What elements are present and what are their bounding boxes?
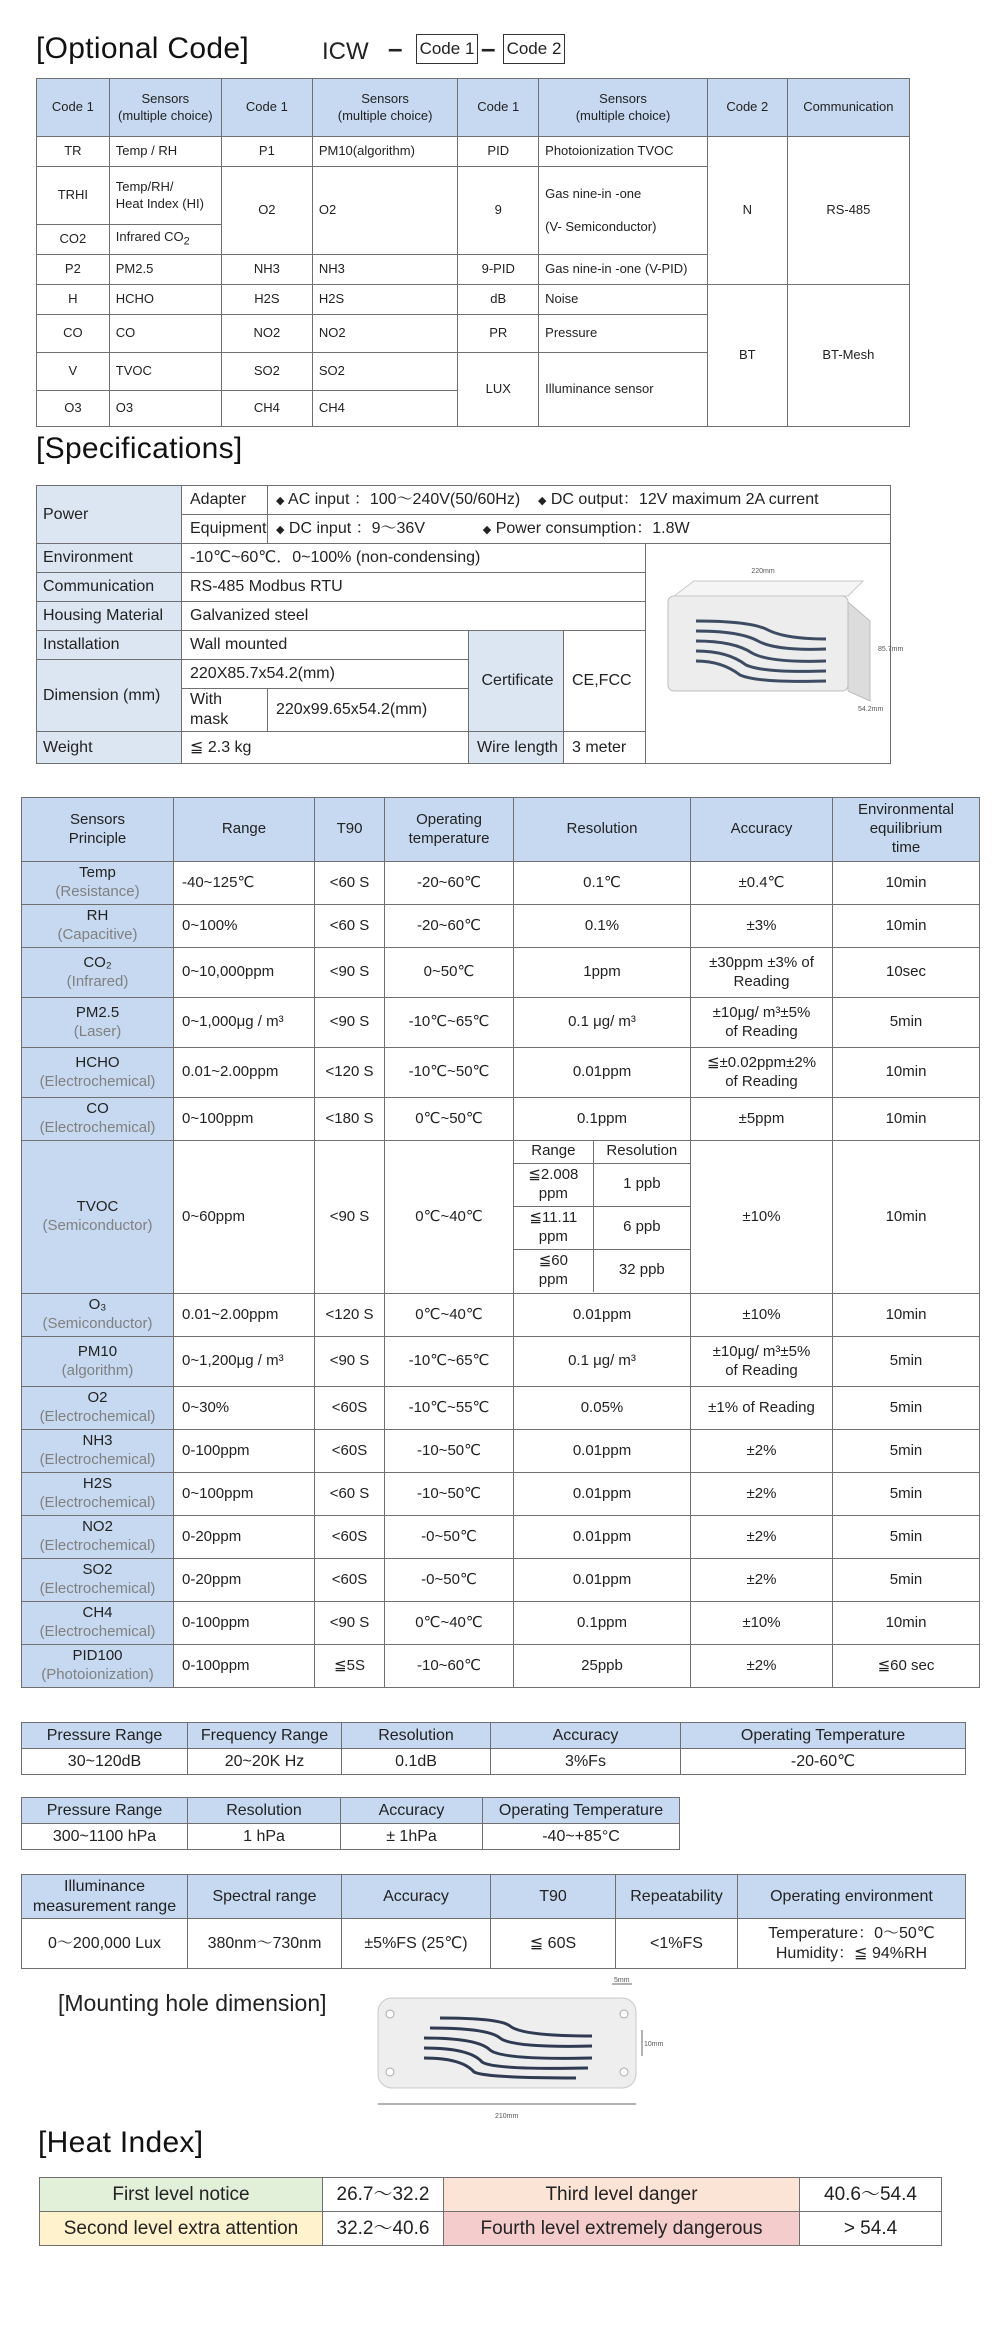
device-dim-depth: 54.2mm — [858, 705, 884, 713]
code2-box: Code 2 — [503, 34, 565, 64]
hdr-code1-c: Code 1 — [458, 79, 539, 137]
optemp-cell: 0~50℃ — [385, 948, 514, 998]
sensor-cell: CO — [109, 315, 221, 353]
dimension-value: 220X85.7x54.2(mm) — [182, 660, 469, 689]
illuminance-table — [21, 1874, 966, 1969]
pressure-value: 300~1100 hPa — [22, 1824, 188, 1850]
table-row — [22, 1098, 980, 1141]
code-cell: H — [37, 285, 110, 315]
t90-cell: <120 S — [315, 1294, 385, 1337]
sensor-name-cell: TVOC (Semiconductor) — [22, 1141, 174, 1294]
time-cell: 5min — [833, 1337, 980, 1387]
heat-index-title: [Heat Index] — [38, 2126, 204, 2159]
sensor-name-cell: H2S (Electrochemical) — [22, 1473, 174, 1516]
sub-range-cell: ≦60 ppm — [514, 1249, 593, 1292]
noise-value: 30~120dB — [22, 1749, 188, 1775]
mount-dim-bottom: 210mm — [495, 2113, 519, 2120]
code-cell: P2 — [37, 255, 110, 285]
pressure-hdr: Resolution — [188, 1798, 341, 1824]
first-level-notice-label: First level notice — [40, 2178, 323, 2212]
optemp-cell: -10~50℃ — [385, 1473, 514, 1516]
optemp-cell: 0℃~40℃ — [385, 1602, 514, 1645]
lux-hdr: Repeatability — [616, 1875, 738, 1919]
equipment-label: Equipment — [182, 515, 268, 544]
sensor-spec-table — [21, 797, 980, 1688]
resolution-cell: 0.1% — [514, 905, 691, 948]
pressure-value: 1 hPa — [188, 1824, 341, 1850]
sensor-name-cell: O₃ (Semiconductor) — [22, 1294, 174, 1337]
optional-code-title: [Optional Code] — [36, 32, 249, 65]
table-row — [22, 1430, 980, 1473]
table-row — [22, 1387, 980, 1430]
table-row — [22, 905, 980, 948]
table-row — [40, 2212, 942, 2246]
lux-value: ±5%FS (25℃) — [342, 1919, 491, 1969]
noise-table — [21, 1722, 966, 1775]
power-label: Power — [37, 486, 182, 544]
noise-value: 20~20K Hz — [188, 1749, 342, 1775]
time-cell: 5min — [833, 1387, 980, 1430]
code-cell: 9-PID — [458, 255, 539, 285]
table-row — [37, 285, 910, 315]
range-cell: 0~10,000ppm — [174, 948, 315, 998]
optemp-cell: -0~50℃ — [385, 1559, 514, 1602]
code-cell: V — [37, 353, 110, 391]
sensor-name-cell: NO2 (Electrochemical) — [22, 1516, 174, 1559]
optemp-cell: 0℃~50℃ — [385, 1098, 514, 1141]
hdr-resolution: Resolution — [514, 798, 691, 862]
sensor-cell: PM2.5 — [109, 255, 221, 285]
range-cell: 0~30% — [174, 1387, 315, 1430]
hdr-code1-a: Code 1 — [37, 79, 110, 137]
sensor-cell: NH3 — [312, 255, 458, 285]
range-cell: 0~100ppm — [174, 1098, 315, 1141]
range-cell: 0.01~2.00ppm — [174, 1048, 315, 1098]
resolution-cell — [514, 1141, 691, 1294]
mounting-title: [Mounting hole dimension] — [58, 1990, 327, 2016]
second-level-attention-label: Second level extra attention — [40, 2212, 323, 2246]
table-row — [37, 486, 891, 515]
lux-hdr: Spectral range — [188, 1875, 342, 1919]
t90-cell: <90 S — [315, 1141, 385, 1294]
pressure-hdr: Accuracy — [341, 1798, 483, 1824]
resolution-cell: 0.01ppm — [514, 1430, 691, 1473]
t90-cell: <60S — [315, 1516, 385, 1559]
optemp-cell: 0℃~40℃ — [385, 1141, 514, 1294]
code-cell: H2S — [221, 285, 312, 315]
sensor-cell: Illuminance sensor — [539, 353, 708, 427]
t90-cell: <120 S — [315, 1048, 385, 1098]
accuracy-cell: ±10μg/ m³±5% of Reading — [691, 1337, 833, 1387]
code-cell: CH4 — [221, 391, 312, 427]
optional-code-header-row — [37, 79, 910, 137]
mounting-diagram — [360, 1977, 664, 2128]
sensor-cell: Photoionization TVOC — [539, 137, 708, 167]
hdr-communication: Communication — [787, 79, 909, 137]
lux-hdr: T90 — [491, 1875, 616, 1919]
lux-value: ≦ 60S — [491, 1919, 616, 1969]
optemp-cell: -20~60℃ — [385, 905, 514, 948]
communication-label: Communication — [37, 573, 182, 602]
resolution-cell: 0.01ppm — [514, 1516, 691, 1559]
adapter-value: ◆ AC input ：100～240V(50/60Hz) ◆ DC output：12V maximum 2A current — [268, 486, 891, 515]
weight-value: ≦ 2.3 kg — [182, 732, 469, 764]
comm-btmesh: BT-Mesh — [787, 285, 909, 427]
code-cell: P1 — [221, 137, 312, 167]
sensor-header-row — [22, 798, 980, 862]
time-cell: 10min — [833, 1048, 980, 1098]
table-row — [22, 1337, 980, 1387]
resolution-cell: 0.01ppm — [514, 1473, 691, 1516]
noise-hdr: Operating Temperature — [681, 1723, 966, 1749]
range-cell: 0~100% — [174, 905, 315, 948]
code-cell: CO — [37, 315, 110, 353]
adapter-label: Adapter — [182, 486, 268, 515]
resolution-cell: 0.1℃ — [514, 862, 691, 905]
hdr-code2: Code 2 — [707, 79, 787, 137]
sensor-name-cell: HCHO (Electrochemical) — [22, 1048, 174, 1098]
range-cell: 0-100ppm — [174, 1430, 315, 1473]
code-cell: CO2 — [37, 225, 110, 255]
lux-value: 0～200,000 Lux — [22, 1919, 188, 1969]
accuracy-cell: ±3% — [691, 905, 833, 948]
second-level-range: 32.2～40.6 — [323, 2212, 444, 2246]
t90-cell: <90 S — [315, 948, 385, 998]
t90-cell: <60S — [315, 1559, 385, 1602]
tvoc-resolution-subtable — [514, 1141, 690, 1292]
table-row — [22, 862, 980, 905]
lux-header-row — [22, 1875, 966, 1919]
range-cell: 0-100ppm — [174, 1645, 315, 1688]
wire-label: Wire length — [469, 732, 564, 764]
table-row — [22, 998, 980, 1048]
sensor-cell: PM10(algorithm) — [312, 137, 458, 167]
time-cell: ≦60 sec — [833, 1645, 980, 1688]
time-cell: 5min — [833, 998, 980, 1048]
resolution-cell: 0.1ppm — [514, 1098, 691, 1141]
sensor-name-cell: CO₂ (Infrared) — [22, 948, 174, 998]
accuracy-cell: ±2% — [691, 1516, 833, 1559]
dash-2: – — [481, 33, 496, 63]
table-row — [37, 137, 910, 167]
sensor-name-cell: NH3 (Electrochemical) — [22, 1430, 174, 1473]
specifications-title: [Specifications] — [36, 432, 243, 465]
resolution-cell: 0.01ppm — [514, 1048, 691, 1098]
noise-value: 0.1dB — [342, 1749, 491, 1775]
sensor-name-cell: CH4 (Electrochemical) — [22, 1602, 174, 1645]
table-row — [22, 1645, 980, 1688]
sensor-cell: O3 — [109, 391, 221, 427]
optemp-cell: -0~50℃ — [385, 1516, 514, 1559]
table-row — [22, 1824, 680, 1850]
sub-range-cell: ≦2.008 ppm — [514, 1163, 593, 1206]
installation-value: Wall mounted — [182, 631, 469, 660]
hdr-range: Range — [174, 798, 315, 862]
optemp-cell: -10℃~65℃ — [385, 1337, 514, 1387]
optemp-cell: -10~50℃ — [385, 1430, 514, 1473]
t90-cell: <90 S — [315, 998, 385, 1048]
accuracy-cell: ±10% — [691, 1141, 833, 1294]
code-cell: PID — [458, 137, 539, 167]
accuracy-cell: ±5ppm — [691, 1098, 833, 1141]
accuracy-cell: ±2% — [691, 1430, 833, 1473]
lux-hdr: Operating environment — [738, 1875, 966, 1919]
time-cell: 10min — [833, 862, 980, 905]
lux-value: <1%FS — [616, 1919, 738, 1969]
heat-index-table — [39, 2177, 942, 2246]
code-cell: NH3 — [221, 255, 312, 285]
t90-cell: <60S — [315, 1430, 385, 1473]
accuracy-cell: ±10μg/ m³±5% of Reading — [691, 998, 833, 1048]
code-cell: NO2 — [221, 315, 312, 353]
t90-cell: <60S — [315, 1387, 385, 1430]
accuracy-cell: ±2% — [691, 1645, 833, 1688]
pressure-hdr: Operating Temperature — [483, 1798, 680, 1824]
optemp-cell: -10~60℃ — [385, 1645, 514, 1688]
code-cell: TR — [37, 137, 110, 167]
sensor-cell: Pressure — [539, 315, 708, 353]
code2-n: N — [707, 137, 787, 285]
range-cell: -40~125℃ — [174, 862, 315, 905]
sensor-name-cell: PM10 (algorithm) — [22, 1337, 174, 1387]
resolution-cell: 0.1 μg/ m³ — [514, 1337, 691, 1387]
equipment-value: ◆ DC input ：9～36V ◆ Power consumption：1.8W — [268, 515, 891, 544]
dimension-label: Dimension (mm) — [37, 660, 182, 732]
t90-cell: <90 S — [315, 1602, 385, 1645]
sensor-name-cell: PM2.5 (Laser) — [22, 998, 174, 1048]
noise-hdr: Pressure Range — [22, 1723, 188, 1749]
mount-dim-side: 10mm — [644, 2041, 664, 2048]
communication-value: RS-485 Modbus RTU — [182, 573, 646, 602]
hdr-t90: T90 — [315, 798, 385, 862]
noise-hdr: Accuracy — [491, 1723, 681, 1749]
sensor-cell: Gas nine-in -one (V-PID) — [539, 255, 708, 285]
sensor-cell: TVOC — [109, 353, 221, 391]
housing-value: Galvanized steel — [182, 602, 646, 631]
model-prefix: ICW — [322, 38, 369, 65]
hdr-sensors-b: Sensors (multiple choice) — [312, 79, 458, 137]
range-cell: 0-20ppm — [174, 1516, 315, 1559]
time-cell: 5min — [833, 1473, 980, 1516]
hdr-env-time: Environmental equilibrium time — [833, 798, 980, 862]
sensor-name-cell: PID100 (Photoionization) — [22, 1645, 174, 1688]
time-cell: 10sec — [833, 948, 980, 998]
range-cell: 0~60ppm — [174, 1141, 315, 1294]
code-cell: 9 — [458, 167, 539, 255]
range-cell: 0-20ppm — [174, 1559, 315, 1602]
device-dim-width: 220mm — [751, 567, 775, 575]
range-cell: 0.01~2.00ppm — [174, 1294, 315, 1337]
table-row — [22, 1559, 980, 1602]
time-cell: 10min — [833, 1098, 980, 1141]
sub-range-cell: ≦11.11 ppm — [514, 1206, 593, 1249]
sensor-cell: NO2 — [312, 315, 458, 353]
accuracy-cell: ±10% — [691, 1602, 833, 1645]
sensor-cell: Noise — [539, 285, 708, 315]
sensor-cell: CH4 — [312, 391, 458, 427]
optemp-cell: -10℃~50℃ — [385, 1048, 514, 1098]
wire-value: 3 meter — [564, 732, 646, 764]
range-cell: 0-100ppm — [174, 1602, 315, 1645]
certificate-label: Certificate — [469, 631, 564, 732]
code-cell: O3 — [37, 391, 110, 427]
accuracy-cell: ±2% — [691, 1473, 833, 1516]
code-cell: LUX — [458, 353, 539, 427]
range-cell: 0~1,000μg / m³ — [174, 998, 315, 1048]
weight-label: Weight — [37, 732, 182, 764]
table-row — [22, 1048, 980, 1098]
sensor-cell: Infrared $CO_2$ — [109, 225, 221, 255]
certificate-value: CE,FCC — [564, 631, 646, 732]
dash-1: – — [388, 33, 403, 63]
resolution-cell: 25ppb — [514, 1645, 691, 1688]
noise-header-row — [22, 1723, 966, 1749]
optemp-cell: -20~60℃ — [385, 862, 514, 905]
hdr-code1-b: Code 1 — [221, 79, 312, 137]
hdr-optemp: Operating temperature — [385, 798, 514, 862]
optemp-cell: -10℃~65℃ — [385, 998, 514, 1048]
lux-hdr: Illuminance measurement range — [22, 1875, 188, 1919]
resolution-cell: 0.1ppm — [514, 1602, 691, 1645]
table-row — [22, 1602, 980, 1645]
sensor-cell: H2S — [312, 285, 458, 315]
table-row — [22, 1919, 966, 1969]
sensor-name-cell: CO (Electrochemical) — [22, 1098, 174, 1141]
time-cell: 5min — [833, 1430, 980, 1473]
pressure-value: -40~+85°C — [483, 1824, 680, 1850]
hdr-sensors-c: Sensors (multiple choice) — [539, 79, 708, 137]
accuracy-cell: ±0.4℃ — [691, 862, 833, 905]
housing-label: Housing Material — [37, 602, 182, 631]
table-row — [37, 544, 891, 573]
code-cell: O2 — [221, 167, 312, 255]
optional-code-table — [36, 78, 910, 427]
resolution-cell: 0.1 μg/ m³ — [514, 998, 691, 1048]
noise-value: -20-60℃ — [681, 1749, 966, 1775]
accuracy-cell: ±10% — [691, 1294, 833, 1337]
sensor-cell: Temp/RH/ Heat Index (HI) — [109, 167, 221, 225]
noise-hdr: Frequency Range — [188, 1723, 342, 1749]
hdr-sensors-a: Sensors (multiple choice) — [109, 79, 221, 137]
hdr-accuracy: Accuracy — [691, 798, 833, 862]
sensor-cell: HCHO — [109, 285, 221, 315]
optemp-cell: 0℃~40℃ — [385, 1294, 514, 1337]
resolution-cell: 0.01ppm — [514, 1294, 691, 1337]
t90-cell: <60 S — [315, 1473, 385, 1516]
fourth-level-range: > 54.4 — [800, 2212, 942, 2246]
sub-res-cell: 32 ppb — [593, 1249, 690, 1292]
environment-value: -10℃~60℃．0~100% (non-condensing) — [182, 544, 646, 573]
resolution-cell: 1ppm — [514, 948, 691, 998]
accuracy-cell: ±1% of Reading — [691, 1387, 833, 1430]
sensor-name-cell: Temp (Resistance) — [22, 862, 174, 905]
lux-value: 380nm～730nm — [188, 1919, 342, 1969]
t90-cell: <60 S — [315, 905, 385, 948]
device-image-cell — [646, 544, 904, 764]
accuracy-cell: ≦±0.02ppm±2% of Reading — [691, 1048, 833, 1098]
time-cell: 5min — [833, 1516, 980, 1559]
environment-label: Environment — [37, 544, 182, 573]
pressure-hdr: Pressure Range — [22, 1798, 188, 1824]
resolution-cell: 0.05% — [514, 1387, 691, 1430]
code1-box: Code 1 — [416, 34, 478, 64]
noise-hdr: Resolution — [342, 1723, 491, 1749]
sensor-name-cell: O2 (Electrochemical) — [22, 1387, 174, 1430]
time-cell: 10min — [833, 1602, 980, 1645]
sub-res-cell: 1 ppb — [593, 1163, 690, 1206]
sensor-cell: Temp / RH — [109, 137, 221, 167]
sub-header-range: Range — [514, 1141, 593, 1163]
with-mask-label: With mask — [182, 689, 268, 732]
code-cell: dB — [458, 285, 539, 315]
third-level-danger-label: Third level danger — [444, 2178, 800, 2212]
pressure-header-row — [22, 1798, 680, 1824]
device-dim-height: 85.7mm — [878, 645, 904, 653]
code-cell: TRHI — [37, 167, 110, 225]
hdr-principle: Sensors Principle — [22, 798, 174, 862]
code2-bt: BT — [707, 285, 787, 427]
lux-hdr: Accuracy — [342, 1875, 491, 1919]
time-cell: 5min — [833, 1559, 980, 1602]
sensor-name-cell: SO2 (Electrochemical) — [22, 1559, 174, 1602]
table-row — [22, 1294, 980, 1337]
t90-cell: <60 S — [315, 862, 385, 905]
t90-cell: ≦5S — [315, 1645, 385, 1688]
pressure-table — [21, 1797, 680, 1850]
device-product-image — [648, 551, 904, 751]
sensor-cell: O2 — [312, 167, 458, 255]
table-row — [22, 1749, 966, 1775]
resolution-cell: 0.01ppm — [514, 1559, 691, 1602]
sensor-cell: SO2 — [312, 353, 458, 391]
code-cell: PR — [458, 315, 539, 353]
noise-value: 3%Fs — [491, 1749, 681, 1775]
table-row — [22, 1516, 980, 1559]
code-cell: SO2 — [221, 353, 312, 391]
table-row — [22, 1141, 980, 1294]
table-row — [22, 1473, 980, 1516]
accuracy-cell: ±2% — [691, 1559, 833, 1602]
pressure-value: ± 1hPa — [341, 1824, 483, 1850]
table-row — [40, 2178, 942, 2212]
installation-label: Installation — [37, 631, 182, 660]
table-row — [22, 948, 980, 998]
sub-header-resolution: Resolution — [593, 1141, 690, 1163]
sensor-name-cell: RH (Capacitive) — [22, 905, 174, 948]
range-cell: 0~100ppm — [174, 1473, 315, 1516]
mount-dim-top: 5mm — [614, 1977, 630, 1984]
lux-env-value: Temperature：0～50℃ Humidity：≦ 94%RH — [738, 1919, 966, 1969]
time-cell: 10min — [833, 1294, 980, 1337]
sensor-cell: Gas nine-in -one (V- Semiconductor) — [539, 167, 708, 255]
sub-res-cell: 6 ppb — [593, 1206, 690, 1249]
accuracy-cell: ±30ppm ±3% of Reading — [691, 948, 833, 998]
with-mask-value: 220x99.65x54.2(mm) — [268, 689, 469, 732]
range-cell: 0~1,200μg / m³ — [174, 1337, 315, 1387]
time-cell: 10min — [833, 905, 980, 948]
third-level-range: 40.6～54.4 — [800, 2178, 942, 2212]
fourth-level-extreme-label: Fourth level extremely dangerous — [444, 2212, 800, 2246]
first-level-range: 26.7～32.2 — [323, 2178, 444, 2212]
time-cell: 10min — [833, 1141, 980, 1294]
t90-cell: <180 S — [315, 1098, 385, 1141]
comm-rs485: RS-485 — [787, 137, 909, 285]
optemp-cell: -10℃~55℃ — [385, 1387, 514, 1430]
t90-cell: <90 S — [315, 1337, 385, 1387]
specifications-table — [36, 485, 904, 764]
